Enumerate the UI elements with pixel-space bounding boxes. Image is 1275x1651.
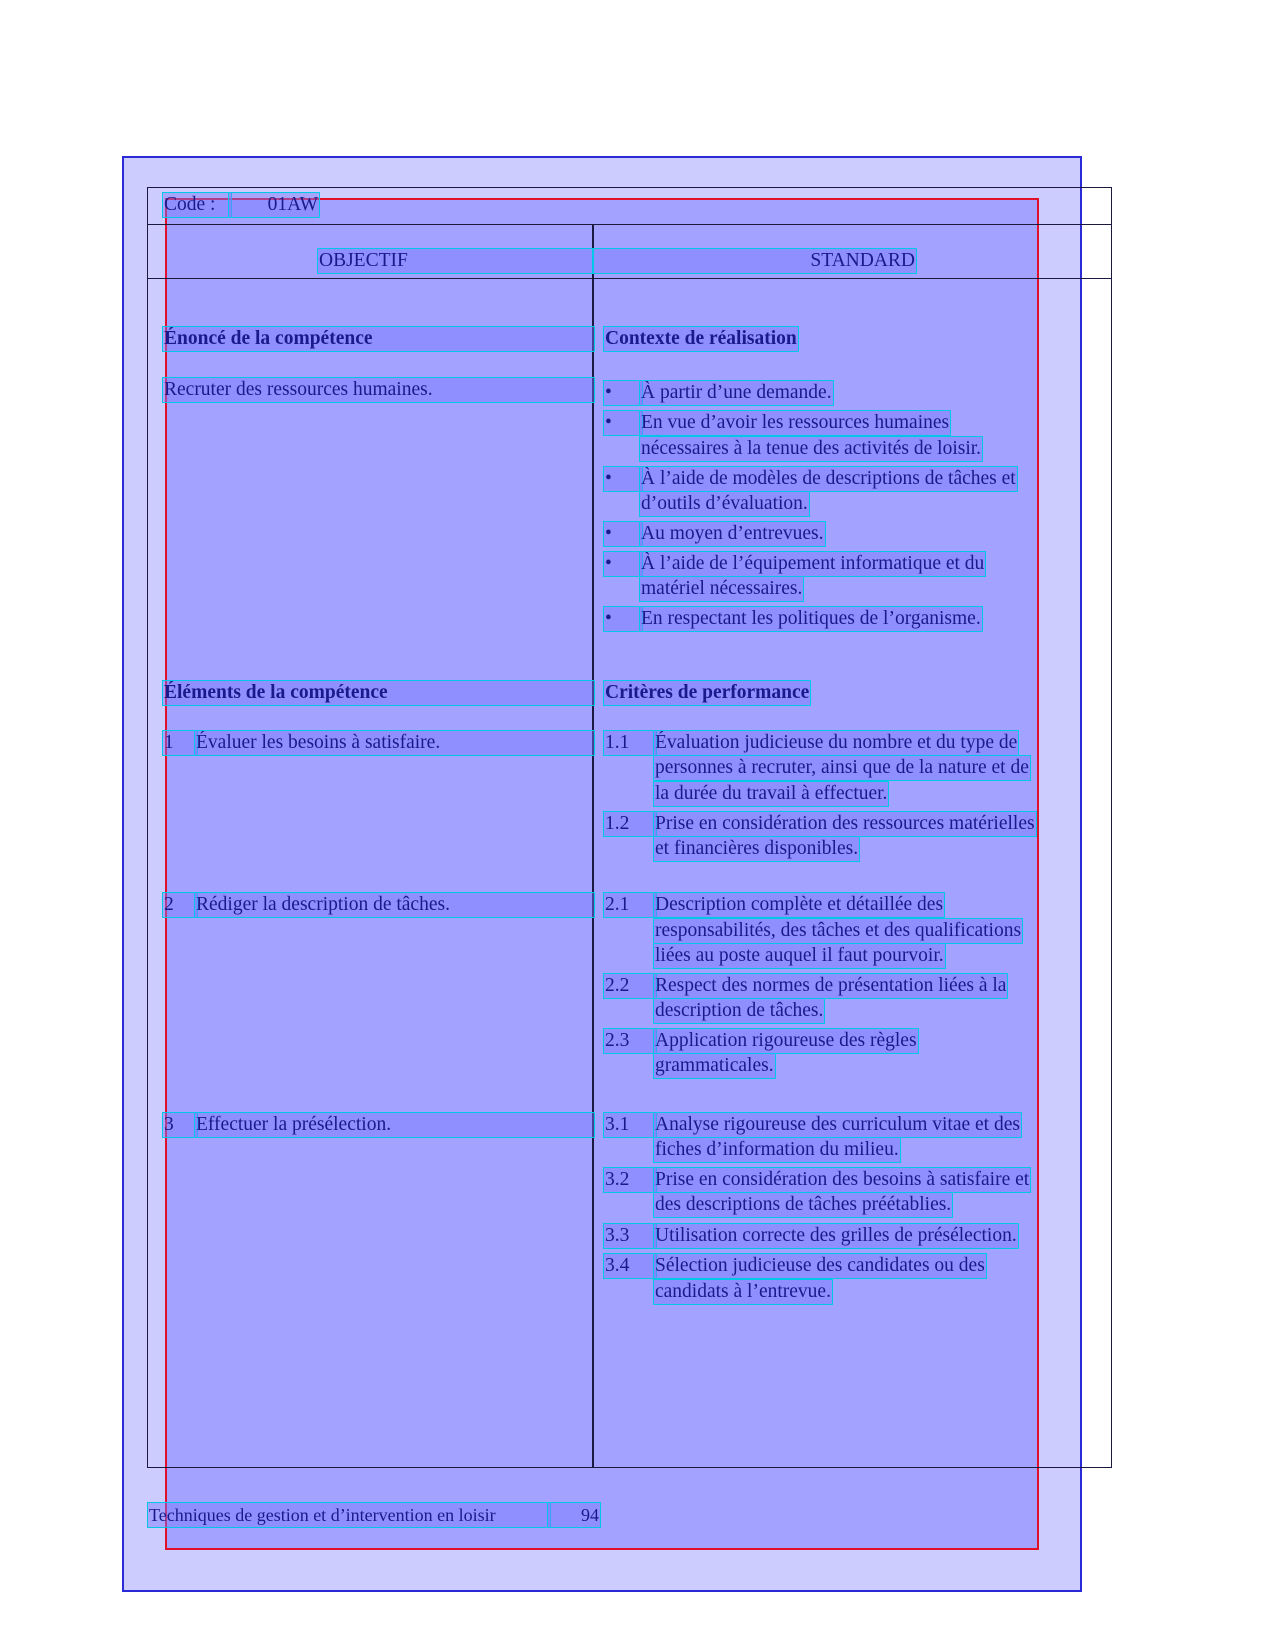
critere-line: responsabilités, des tâches et des qualifications [655, 920, 1022, 941]
enonce-text: Recruter des ressources humaines. [163, 378, 594, 402]
element-text: Effectuer la présélection. [195, 1113, 594, 1137]
contexte-line: nécessaires à la tenue des activités de loisir. [641, 438, 982, 459]
header-rule [147, 224, 1112, 225]
element-text: Évaluer les besoins à satisfaire. [195, 731, 594, 755]
contexte-bullet: • [604, 467, 642, 491]
element-text: Rédiger la description de tâches. [195, 893, 594, 917]
contexte-line: matériel nécessaires. [641, 578, 803, 599]
critere-line: description de tâches. [655, 1000, 824, 1021]
critere-line: Prise en considération des ressources matérielles [655, 813, 1035, 834]
critere-line: personnes à recruter, ainsi que de la nature et de [655, 757, 1029, 778]
critere-line: grammaticales. [655, 1055, 774, 1076]
critere-line: Respect des normes de présentation liées à la [655, 975, 1007, 996]
critere-line: Utilisation correcte des grilles de présélection. [655, 1225, 1017, 1246]
contexte-line: En respectant les politiques de l’organisme. [641, 608, 981, 629]
critere-number: 2.3 [604, 1029, 656, 1053]
critere-number: 3.2 [604, 1168, 656, 1192]
criteres-title: Critères de performance [605, 682, 810, 703]
critere-number: 1.2 [604, 812, 656, 836]
contexte-title: Contexte de réalisation [605, 328, 797, 349]
contexte-bullet: • [604, 552, 642, 576]
contexte-line: À l’aide de l’équipement informatique et du [641, 553, 985, 574]
critere-line: Évaluation judicieuse du nombre et du type de [655, 732, 1018, 753]
contexte-line: En vue d’avoir les ressources humaines [641, 412, 950, 433]
contexte-bullet: • [604, 522, 642, 546]
contexte-line: À l’aide de modèles de descriptions de tâches et [641, 468, 1016, 489]
contexte-bullet: • [604, 411, 642, 435]
element-number: 3 [163, 1113, 197, 1137]
table-border-top [147, 187, 1112, 188]
critere-line: Analyse rigoureuse des curriculum vitae et des [655, 1114, 1020, 1135]
critere-number: 1.1 [604, 731, 656, 755]
table-border-left [147, 187, 148, 1468]
column-header-standard: STANDARD [594, 249, 916, 273]
column-header-objectif: OBJECTIF [318, 249, 592, 273]
contexte-bullet: • [604, 607, 642, 631]
critere-line: Prise en considération des besoins à satisfaire et [655, 1169, 1030, 1190]
critere-line: Description complète et détaillée des [655, 894, 944, 915]
table-border-bottom [147, 1467, 1112, 1468]
contexte-line: d’outils d’évaluation. [641, 493, 808, 514]
critere-number: 3.3 [604, 1224, 656, 1248]
code-value: 01AW [229, 193, 319, 217]
critere-number: 3.4 [604, 1254, 656, 1278]
critere-line: Application rigoureuse des règles [655, 1030, 917, 1051]
footer-text: Techniques de gestion et d’intervention en loisir [148, 1503, 550, 1527]
critere-number: 2.2 [604, 974, 656, 998]
critere-line: des descriptions de tâches préétablies. [655, 1194, 952, 1215]
elements-title: Éléments de la compétence [163, 681, 594, 705]
element-number: 2 [163, 893, 197, 917]
column-header-rule [147, 278, 1112, 279]
column-divider [592, 224, 594, 1467]
critere-line: fiches d’information du milieu. [655, 1139, 899, 1160]
critere-number: 2.1 [604, 893, 656, 917]
critere-line: Sélection judicieuse des candidates ou des [655, 1255, 985, 1276]
critere-number: 3.1 [604, 1113, 656, 1137]
critere-line: candidats à l’entrevue. [655, 1281, 831, 1302]
code-label: Code : [163, 193, 231, 217]
enonce-title: Énoncé de la compétence [163, 327, 594, 351]
critere-line: liées au poste auquel il faut pourvoir. [655, 945, 944, 966]
critere-line: et financières disponibles. [655, 838, 859, 859]
contexte-bullet: • [604, 381, 642, 405]
table-border-right [1111, 187, 1112, 1468]
element-number: 1 [163, 731, 197, 755]
contexte-line: Au moyen d’entrevues. [641, 523, 824, 544]
contexte-line: À partir d’une demande. [641, 382, 832, 403]
critere-line: la durée du travail à effectuer. [655, 783, 888, 804]
footer-page-number: 94 [548, 1503, 600, 1527]
